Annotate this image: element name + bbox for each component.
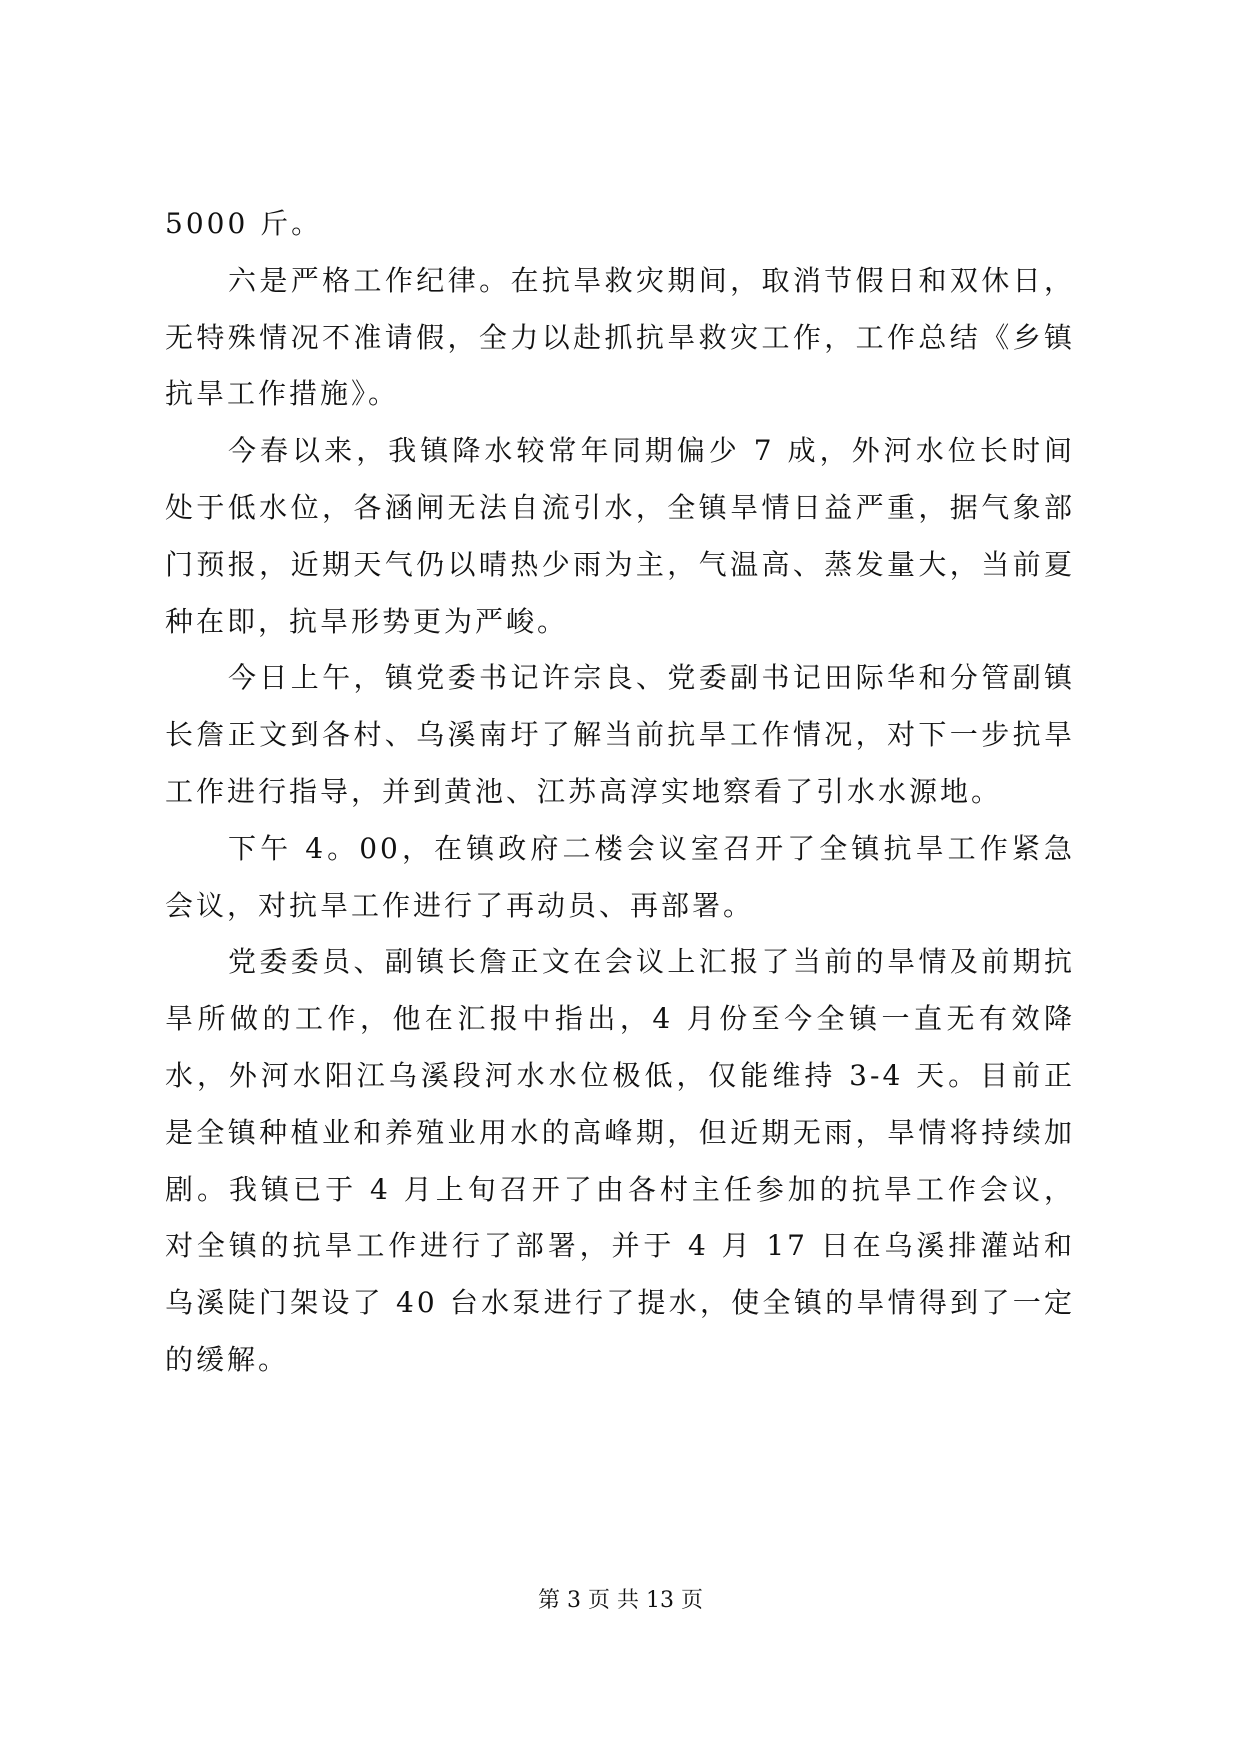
page-number: 第 3 页 共 13 页 xyxy=(538,1588,703,1613)
paragraph-meeting-report: 党委委员、副镇长詹正文在会议上汇报了当前的旱情及前期抗旱所做的工作，他在汇报中指出，4 月份至今全镇一直无有效降水，外河水阳江乌溪段河水水位极低，仅能维持 3-4 天。目前正是全镇种植业和养殖业用水的高峰期，但近期无雨，旱情将持续加剧。我镇已于 4 月上旬召开了由各村主任参加的抗旱工作会议，对全镇的抗旱工作进行了部署，并于 4 月 17 日在乌溪排灌站和乌溪陡门架设了 40 台水泵进行了提水，使全镇的旱情得到了一定的缓解。 xyxy=(165,945,1075,1376)
paragraph-work-discipline: 六是严格工作纪律。在抗旱救灾期间，取消节假日和双休日，无特殊情况不准请假，全力以赴抓抗旱救灾工作，工作总结《乡镇抗旱工作措施》。 xyxy=(165,263,1075,411)
document-body xyxy=(165,196,1075,1389)
page-footer xyxy=(0,1586,1241,1616)
paragraph-emergency-meeting: 下午 4。00，在镇政府二楼会议室召开了全镇抗旱工作紧急会议，对抗旱工作进行了再动员、再部署。 xyxy=(165,831,1075,922)
paragraph-drought-situation: 今春以来，我镇降水较常年同期偏少 7 成，外河水位长时间处于低水位，各涵闸无法自流引水，全镇旱情日益严重，据气象部门预报，近期天气仍以晴热少雨为主，气温高、蒸发量大，当前夏种在即，抗旱形势更为严峻。 xyxy=(165,434,1075,638)
paragraph-continuation: 5000 斤。 xyxy=(165,207,323,240)
paragraph-morning-inspection: 今日上午，镇党委书记许宗良、党委副书记田际华和分管副镇长詹正文到各村、乌溪南圩了解当前抗旱工作情况，对下一步抗旱工作进行指导，并到黄池、江苏高淳实地察看了引水水源地。 xyxy=(165,661,1075,808)
